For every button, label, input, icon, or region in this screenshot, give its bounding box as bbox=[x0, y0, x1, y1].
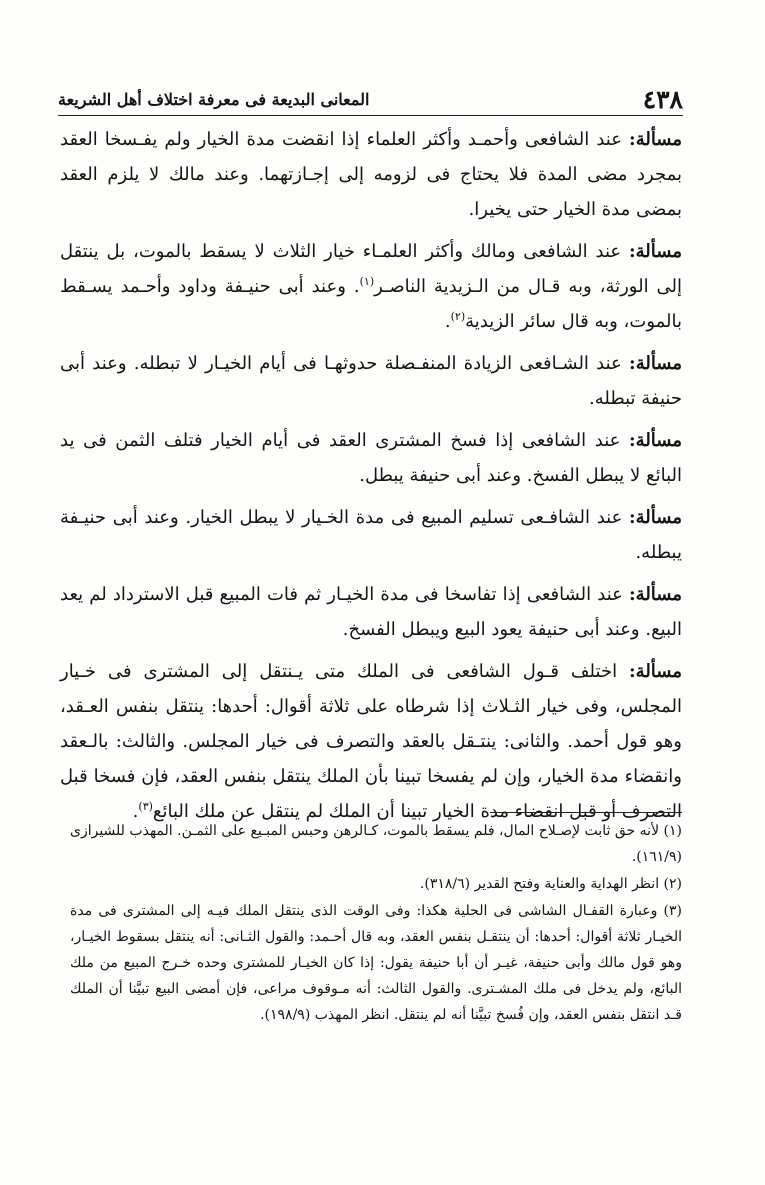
page-header bbox=[58, 68, 683, 112]
paragraph-text: عند الشافـعى تسليم المبيع فى مدة الخـيار لا يبطل الخيار. وعند أبى حنيـفة يبطله. bbox=[60, 507, 682, 563]
footnotes bbox=[70, 818, 682, 1029]
paragraph-text: . bbox=[444, 311, 451, 332]
paragraph-text: عند الشافعى ومالك وأكثر العلمـاء خيار الثلاث لا يسقط بالموت، بل ينتقل إلى الورثة، وبه قـال من الـزيدية الناصـر bbox=[60, 241, 682, 297]
paragraph-text: عند الشافعى إذا فسخ المشترى العقد فى أيام الخيار فتلف الثمن فى يد البائع لا يبطل الفسخ. وعند أبى حنيفة يبطل. bbox=[60, 430, 682, 486]
paragraph bbox=[60, 577, 682, 647]
header-divider bbox=[58, 115, 683, 116]
mas-ala-label: مسألة: bbox=[629, 353, 683, 374]
mas-ala-label: مسألة: bbox=[629, 241, 682, 262]
footnote: (٣) وعبارة القفـال الشاشى فى الحلية هكذا: وفى الوقت الذى ينتقل الملك فيـه إلى المشترى فى مدة الخيـار ثلاثة أقوال: أحدها: أن ينتقـل بنفس العقد، وبه قال أحـمد: والقول الثـانى: أنه ينتقل بسقوط الخيـار، وهو قول مالك وأبى حنيفة، غيـر أن أبا حنيفة يقول: إذا كان الخيـار للمشترى وحده خـرج المبيع من ملك البائع، ولم يدخل فى ملك المشـترى. والقول الثالث: أنه مـوقوف مراعى، فإن أمضى البيع تبيَّنا أن الملك قـد انتقل بنفس العقد، وإن فُسخ تبيَّنا أنه لم ينتقل. انظر المهذب (١٩٨/٩). bbox=[70, 903, 682, 1023]
page-number: ٤٣٨ bbox=[642, 85, 683, 114]
paragraph-text: . وعند أبى حنيـفة وداود وأحـمد يسـقط بالموت، وبه قال سائر الزيدية bbox=[60, 276, 682, 332]
paragraph-text: عند الشافعى إذا تفاسخا فى مدة الخيـار ثم فات المبيع قبل الاسترداد لم يعد البيع. وعند أبى حنيفة يعود البيع ويبطل الفسخ. bbox=[60, 584, 682, 640]
paragraph-text: عند الشـافعى الزيادة المنفـصلة حدوثهـا فى أيام الخيـار لا تبطله. وعند أبى حنيفة تبطله. bbox=[60, 353, 682, 409]
running-title: المعانى البديعة فى معرفة اختلاف أهل الشريعة bbox=[58, 90, 370, 109]
mas-ala-label: مسألة: bbox=[629, 584, 682, 605]
footnote: (٢) انظر الهداية والعناية وفتح القدير (٣١٨/٦). bbox=[419, 876, 682, 892]
paragraph bbox=[60, 346, 682, 416]
footnote-ref: (٣) bbox=[138, 800, 153, 813]
footnote-divider bbox=[490, 812, 682, 813]
mas-ala-label: مسألة: bbox=[629, 129, 683, 150]
paragraph bbox=[60, 500, 682, 570]
footnote-ref: (٢) bbox=[450, 310, 466, 323]
mas-ala-label: مسألة: bbox=[629, 661, 682, 682]
paragraph-text: عند الشافعى وأحمـد وأكثر العلماء إذا انقضت مدة الخيار ولم يفـسخا العقد بمجرد مضى المدة فلا يحتاج فى لزومه إلى إجـازتهما. وعند مالك لا يلزم العقد بمضى مدة الخيار حتى يخيرا. bbox=[60, 129, 682, 220]
footnote: (١) لأنه حق ثابت لإصـلاح المال، فلم يسقط بالموت، كـالرهن وحبس المبـيع على الثمـن. المهذب للشيرازى (١٦١/٩). bbox=[70, 823, 682, 865]
paragraph bbox=[60, 423, 682, 493]
mas-ala-label: مسألة: bbox=[629, 430, 682, 451]
main-text bbox=[60, 122, 682, 836]
footnote-ref: (١) bbox=[359, 275, 375, 288]
paragraph bbox=[60, 122, 682, 227]
mas-ala-label: مسألة: bbox=[629, 507, 682, 528]
paragraph bbox=[60, 234, 682, 339]
paragraph bbox=[60, 654, 682, 829]
paragraph-text: اختلف قـول الشافعى فى الملك متى يـنتقل إلى المشترى فى خـيار المجلس، وفى خيار الثـلاث إذا شرطاه على ثلاثة أقوال: أحدها: ينتقل بنفس العـقد، وهو قول أحمد. والثانى: ينتـقل بالعقد والتصرف فى خيار المجلس. والثالث: بالـعقد وانقضاء مدة الخيار، وإن لم يفسخا تبينا بأن الملك ينتقل بنفس العقد، فإن فسخا قبل التصرف أو قبل انقضاء مدة الخيار تبينا أن الملك لم ينتقل عن ملك البائع bbox=[60, 661, 682, 822]
paragraph-text: . bbox=[132, 801, 139, 822]
